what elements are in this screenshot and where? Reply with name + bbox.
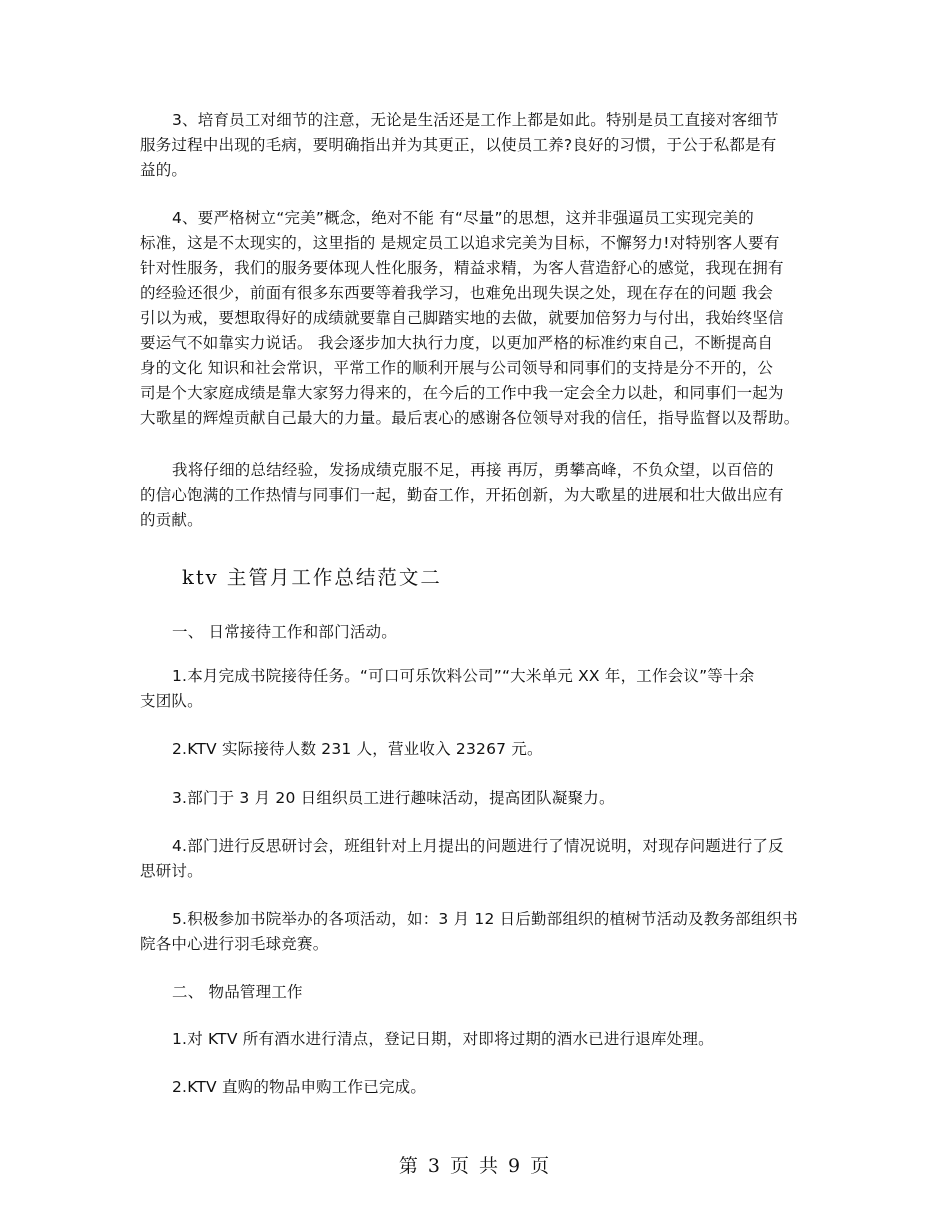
- list-item: [140, 786, 820, 811]
- text-line: 支团队。: [140, 692, 203, 710]
- text-line: 4、要严格树立“完美”概念，绝对不能 有“尽量”的思想，这并非强逼员工实现完美的: [172, 209, 754, 227]
- text-line: 思研讨。: [140, 862, 203, 880]
- text-line: 的贡献。: [140, 511, 203, 529]
- paragraph-2: [140, 206, 820, 431]
- list-item: [140, 1027, 820, 1052]
- list-item: [140, 834, 820, 884]
- list-item: [140, 907, 820, 957]
- text-line: 1.对 KTV 所有酒水进行清点，登记日期，对即将过期的酒水已进行退库处理。: [172, 1030, 714, 1048]
- text-line: 服务过程中出现的毛病，要明确指出并为其更正，以使员工养?良好的习惯，于公于私都是有: [140, 136, 777, 154]
- text-line: 的经验还很少，前面有很多东西要等着我学习，也难免出现失误之处，现在存在的问题 我会: [140, 284, 774, 302]
- paragraph-1: [140, 108, 820, 183]
- text-line: 身的文化 知识和社会常识，平常工作的顺利开展与公司领导和同事们的支持是分不开的，公: [140, 359, 774, 377]
- text-line: 一、 日常接待工作和部门活动。: [172, 623, 397, 641]
- text-line: 院各中心进行羽毛球竞赛。: [140, 935, 329, 953]
- text-line: 要运气不如靠实力说话。 我会逐步加大执行力度，以更加严格的标准约束自己，不断提高自: [140, 334, 774, 352]
- list-item: [140, 1075, 820, 1100]
- text-line: 针对性服务，我们的服务要体现人性化服务，精益求精，为客人营造舒心的感觉，我现在拥有: [140, 259, 784, 277]
- text-line: 2.KTV 直购的物品申购工作已完成。: [172, 1078, 427, 1096]
- text-line: 5.积极参加书院举办的各项活动，如：3 月 12 日后勤部组织的植树节活动及教务部组织书: [172, 910, 798, 928]
- text-line: 2.KTV 实际接待人数 231 人，营业收入 23267 元。: [172, 740, 543, 758]
- text-line: 标准，这是不太现实的，这里指的 是规定员工以追求完美为目标，不懈努力!对特别客人要有: [140, 234, 780, 252]
- text-line: 1.本月完成书院接待任务。“可口可乐饮料公司”“大米单元 XX 年，工作会议”等十余: [172, 667, 755, 685]
- subheading-goods-management: [140, 980, 820, 1005]
- subheading-daily-reception: [140, 620, 820, 645]
- section-heading: ktv 主管月工作总结范文二: [182, 566, 442, 589]
- text-line: 益的。: [140, 161, 188, 179]
- text-line: 3.部门于 3 月 20 日组织员工进行趣味活动，提高团队凝聚力。: [172, 789, 615, 807]
- text-line: 4.部门进行反思研讨会，班组针对上月提出的问题进行了情况说明，对现存问题进行了反: [172, 837, 784, 855]
- text-line: 二、 物品管理工作: [172, 983, 303, 1001]
- text-line: 3、培育员工对细节的注意，无论是生活还是工作上都是如此。特别是员工直接对客细节: [172, 111, 779, 129]
- paragraph-3: [140, 458, 820, 533]
- text-line: 引以为戒，要想取得好的成绩就要靠自己脚踏实地的去做，就要加倍努力与付出，我始终坚信: [140, 309, 784, 327]
- list-item: [140, 664, 820, 714]
- page-number-footer: 第 3 页 共 9 页: [398, 1155, 552, 1177]
- text-line: 的信心饱满的工作热情与同事们一起，勤奋工作，开拓创新，为大歌星的进展和壮大做出应有: [140, 486, 784, 504]
- text-line: 大歌星的辉煌贡献自己最大的力量。最后衷心的感谢各位领导对我的信任，指导监督以及帮助。: [140, 409, 800, 427]
- list-item: [140, 737, 820, 762]
- text-line: 我将仔细的总结经验，发扬成绩克服不足，再接 再厉，勇攀高峰，不负众望，以百倍的: [172, 461, 774, 479]
- text-line: 司是个大家庭成绩是靠大家努力得来的，在今后的工作中我一定会全力以赴，和同事们一起为: [140, 384, 784, 402]
